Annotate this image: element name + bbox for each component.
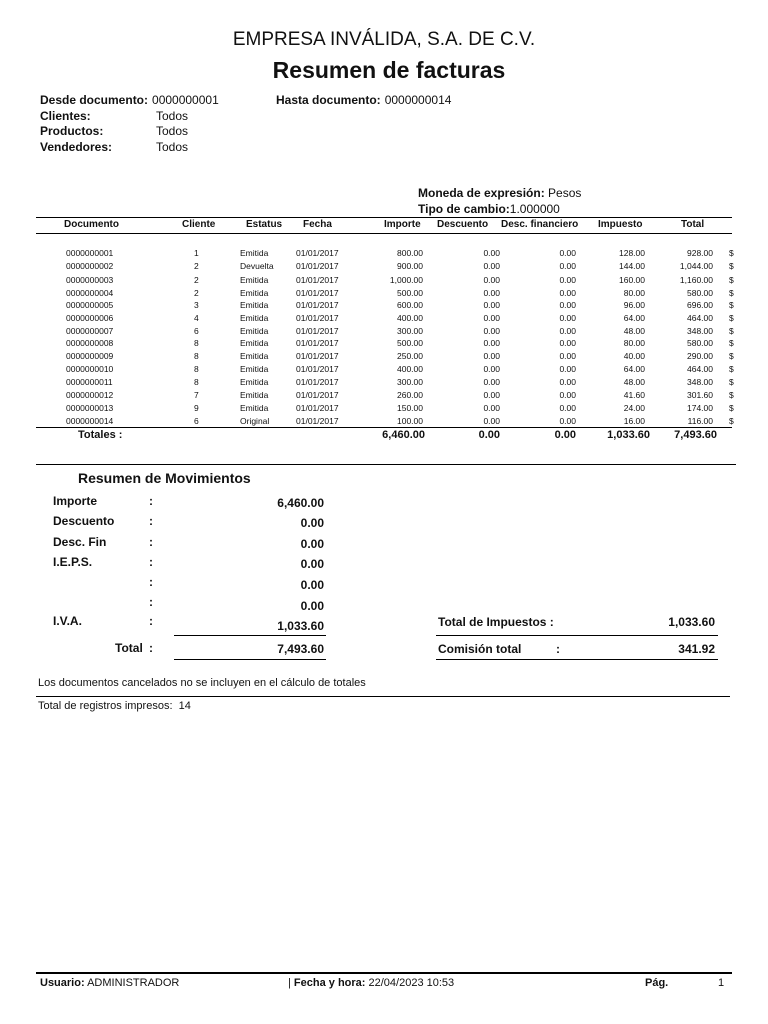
cell-desc-fin: 0.00: [559, 326, 576, 336]
cell-descuento: 0.00: [483, 390, 500, 400]
comision-label: Comisión total: [438, 642, 522, 656]
cell-impuesto: 160.00: [619, 275, 645, 285]
table-row: [0, 326, 768, 338]
table-row: [0, 300, 768, 312]
cell-total: 1,044.00: [679, 261, 713, 271]
cell-estatus: Emitida: [240, 300, 269, 310]
cell-estatus: Emitida: [240, 351, 269, 361]
cell-impuesto: 24.00: [623, 403, 645, 413]
cell-fecha: 01/01/2017: [296, 416, 339, 426]
cell-importe: 300.00: [397, 326, 423, 336]
comision-colon: :: [556, 642, 560, 656]
resumen-total-colon: :: [149, 641, 153, 655]
footer-pag-value: 1: [718, 977, 725, 989]
resumen-descfin-value: 0.00: [300, 537, 324, 551]
filter-productos: [40, 124, 188, 138]
filter-desde-value: 0000000001: [152, 93, 219, 107]
totals-importe: 6,460.00: [382, 429, 425, 441]
footer-rule: [36, 972, 732, 974]
totals-desc-fin: 0.00: [554, 429, 576, 441]
cell-total: 290.00: [687, 351, 713, 361]
resumen-ieps-colon: :: [149, 555, 153, 569]
cell-importe: 150.00: [397, 403, 423, 413]
cell-importe: 900.00: [397, 261, 423, 271]
cell-moneda: $: [729, 416, 734, 426]
cell-impuesto: 96.00: [623, 300, 645, 310]
col-desc-financiero: Desc. financiero: [501, 219, 579, 230]
resumen-iva-label: I.V.A.: [53, 614, 82, 628]
cell-estatus: Emitida: [240, 248, 269, 258]
total-impuestos-value: 1,033.60: [668, 615, 715, 629]
filter-desde-label: Desde documento:: [40, 93, 149, 107]
comision-value: 341.92: [678, 642, 715, 656]
footer-fecha: [288, 977, 454, 989]
cell-importe: 260.00: [397, 390, 423, 400]
cell-desc-fin: 0.00: [559, 288, 576, 298]
impuestos-rule: [436, 635, 718, 636]
table-row: [0, 248, 768, 260]
filter-vendedores-label: Vendedores:: [40, 140, 113, 154]
cell-cliente: 9: [194, 403, 199, 413]
filter-hasta-value: 0000000014: [384, 93, 452, 107]
table-top-rule: [36, 217, 732, 218]
resumen-importe-label: Importe: [53, 494, 98, 508]
cell-descuento: 0.00: [483, 313, 500, 323]
cell-estatus: Emitida: [240, 390, 269, 400]
cell-impuesto: 41.60: [623, 390, 645, 400]
cell-estatus: Emitida: [240, 377, 269, 387]
cell-total: 348.00: [687, 326, 713, 336]
cell-doc: 0000000005: [66, 300, 114, 310]
cell-cliente: 8: [194, 351, 199, 361]
table-row: [0, 261, 768, 273]
cell-importe: 400.00: [397, 313, 423, 323]
currency-moneda-label: Moneda de expresión:: [418, 186, 545, 200]
resumen-descfin-colon: :: [149, 535, 153, 549]
footer-usuario-value: ADMINISTRADOR: [87, 977, 180, 989]
cell-impuesto: 80.00: [623, 338, 645, 348]
resumen-blank1-value: 0.00: [300, 578, 324, 592]
resumen-iva-value: 1,033.60: [277, 619, 324, 633]
cell-moneda: $: [729, 275, 734, 285]
totals-label: Totales :: [78, 429, 123, 441]
cell-importe: 600.00: [397, 300, 423, 310]
resumen-iva-colon: :: [149, 614, 153, 628]
cell-desc-fin: 0.00: [559, 377, 576, 387]
cell-total: 301.60: [687, 390, 713, 400]
cell-importe: 1,000.00: [389, 275, 423, 285]
table-row: [0, 313, 768, 325]
cell-total: 116.00: [687, 416, 713, 426]
cell-importe: 400.00: [397, 364, 423, 374]
filter-hasta-label: Hasta documento:: [276, 93, 381, 107]
cell-cliente: 1: [194, 248, 199, 258]
cell-fecha: 01/01/2017: [296, 261, 339, 271]
cell-descuento: 0.00: [483, 326, 500, 336]
cell-total: 348.00: [687, 377, 713, 387]
cell-impuesto: 16.00: [623, 416, 645, 426]
cell-desc-fin: 0.00: [559, 364, 576, 374]
cell-desc-fin: 0.00: [559, 416, 576, 426]
filter-productos-value: Todos: [156, 124, 189, 138]
cell-moneda: $: [729, 364, 734, 374]
comision-rule: [436, 659, 718, 660]
cell-fecha: 01/01/2017: [296, 390, 339, 400]
cell-descuento: 0.00: [483, 377, 500, 387]
resumen-blank2-colon: :: [149, 595, 153, 609]
cell-moneda: $: [729, 248, 734, 258]
notes-rule: [36, 696, 730, 697]
cell-moneda: $: [729, 326, 734, 336]
cell-desc-fin: 0.00: [559, 351, 576, 361]
filter-desde: [40, 93, 219, 107]
cell-cliente: 6: [194, 416, 199, 426]
cell-doc: 0000000007: [66, 326, 114, 336]
cell-doc: 0000000003: [66, 275, 114, 285]
filter-clientes-label: Clientes:: [40, 109, 91, 123]
cell-impuesto: 64.00: [623, 364, 645, 374]
footer-pag-label: Pág.: [645, 977, 669, 989]
cell-impuesto: 144.00: [619, 261, 645, 271]
filter-vendedores: [40, 140, 188, 154]
resumen-ieps-label: I.E.P.S.: [53, 555, 93, 569]
cell-cliente: 2: [194, 275, 199, 285]
cell-importe: 100.00: [397, 416, 423, 426]
col-cliente: Cliente: [182, 219, 216, 230]
footer-usuario-label: Usuario:: [40, 977, 85, 989]
cell-desc-fin: 0.00: [559, 300, 576, 310]
cell-moneda: $: [729, 300, 734, 310]
cell-cliente: 7: [194, 390, 199, 400]
cell-cliente: 8: [194, 377, 199, 387]
note-registros-label: Total de registros impresos:: [38, 700, 173, 712]
section-rule: [36, 464, 736, 465]
cell-impuesto: 64.00: [623, 313, 645, 323]
cell-estatus: Emitida: [240, 313, 269, 323]
totals-total: 7,493.60: [674, 429, 717, 441]
resumen-descuento-value: 0.00: [300, 516, 324, 530]
table-row: [0, 377, 768, 389]
cell-desc-fin: 0.00: [559, 248, 576, 258]
cell-descuento: 0.00: [483, 288, 500, 298]
total-impuestos-label: Total de Impuestos :: [438, 615, 554, 629]
cell-descuento: 0.00: [483, 261, 500, 271]
col-descuento: Descuento: [437, 219, 489, 230]
table-row: [0, 288, 768, 300]
footer-fecha-value: 22/04/2023 10:53: [368, 977, 455, 989]
cell-importe: 250.00: [397, 351, 423, 361]
cell-importe: 500.00: [397, 338, 423, 348]
resumen-importe-colon: :: [149, 494, 153, 508]
footer-fecha-label: Fecha y hora:: [293, 977, 366, 989]
resumen-total-value: 7,493.60: [277, 642, 324, 656]
resumen-descuento-colon: :: [149, 514, 153, 528]
cell-doc: 0000000002: [66, 261, 114, 271]
resumen-ieps-value: 0.00: [300, 557, 324, 571]
cell-doc: 0000000006: [66, 313, 114, 323]
cell-cliente: 2: [194, 288, 199, 298]
resumen-descuento-label: Descuento: [53, 514, 115, 528]
col-estatus: Estatus: [246, 219, 283, 230]
cell-impuesto: 48.00: [623, 326, 645, 336]
filter-productos-label: Productos:: [40, 124, 104, 138]
filter-clientes-value: Todos: [156, 109, 189, 123]
table-row: [0, 364, 768, 376]
cell-total: 580.00: [687, 338, 713, 348]
cell-moneda: $: [729, 288, 734, 298]
table-row: [0, 338, 768, 350]
cell-descuento: 0.00: [483, 351, 500, 361]
cell-moneda: $: [729, 313, 734, 323]
table-row: [0, 275, 768, 287]
cell-doc: 0000000009: [66, 351, 114, 361]
col-importe: Importe: [384, 219, 421, 230]
cell-estatus: Emitida: [240, 275, 269, 285]
cell-desc-fin: 0.00: [559, 313, 576, 323]
currency-tipo-value: 1.000000: [509, 202, 560, 216]
totals-descuento: 0.00: [478, 429, 500, 441]
note-registros: [38, 700, 191, 712]
cell-impuesto: 80.00: [623, 288, 645, 298]
cell-descuento: 0.00: [483, 416, 500, 426]
cell-fecha: 01/01/2017: [296, 351, 339, 361]
table-bottom-rule: [36, 427, 732, 428]
cell-importe: 500.00: [397, 288, 423, 298]
cell-doc: 0000000011: [66, 377, 113, 387]
cell-doc: 0000000012: [66, 390, 114, 400]
cell-total: 928.00: [687, 248, 713, 258]
cell-fecha: 01/01/2017: [296, 248, 339, 258]
cell-fecha: 01/01/2017: [296, 364, 339, 374]
cell-fecha: 01/01/2017: [296, 288, 339, 298]
cell-fecha: 01/01/2017: [296, 377, 339, 387]
resumen-total-label: Total: [115, 641, 143, 655]
cell-cliente: 4: [194, 313, 199, 323]
cell-total: 464.00: [687, 313, 713, 323]
cell-importe: 800.00: [397, 248, 423, 258]
cell-doc: 0000000008: [66, 338, 114, 348]
currency-moneda-value: Pesos: [548, 186, 582, 200]
cell-total: 696.00: [687, 300, 713, 310]
cell-cliente: 2: [194, 261, 199, 271]
table-header-rule: [36, 233, 732, 234]
resumen-descfin-label: Desc. Fin: [53, 535, 107, 549]
cell-impuesto: 48.00: [623, 377, 645, 387]
note-registros-value: 14: [178, 700, 191, 712]
cell-doc: 0000000010: [66, 364, 114, 374]
col-documento: Documento: [64, 219, 119, 230]
cell-doc: 0000000004: [66, 288, 114, 298]
cell-doc: 0000000014: [66, 416, 114, 426]
cell-descuento: 0.00: [483, 338, 500, 348]
cell-cliente: 6: [194, 326, 199, 336]
cell-fecha: 01/01/2017: [296, 338, 339, 348]
company-name: EMPRESA INVÁLIDA, S.A. DE C.V.: [232, 29, 536, 50]
cell-cliente: 8: [194, 338, 199, 348]
col-impuesto: Impuesto: [598, 219, 643, 230]
cell-cliente: 3: [194, 300, 199, 310]
cell-doc: 0000000013: [66, 403, 114, 413]
cell-estatus: Emitida: [240, 364, 269, 374]
resumen-total-rule-bottom: [174, 659, 326, 660]
cell-descuento: 0.00: [483, 403, 500, 413]
cell-descuento: 0.00: [483, 300, 500, 310]
cell-moneda: $: [729, 390, 734, 400]
report-title: Resumen de facturas: [272, 57, 506, 83]
currency-tipo-label: Tipo de cambio:: [418, 202, 510, 216]
table-row: [0, 390, 768, 402]
cell-impuesto: 128.00: [619, 248, 645, 258]
cell-moneda: $: [729, 351, 734, 361]
cell-estatus: Emitida: [240, 403, 269, 413]
resumen-blank1-colon: :: [149, 575, 153, 589]
col-fecha: Fecha: [303, 219, 332, 230]
resumen-importe-value: 6,460.00: [277, 496, 324, 510]
resumen-total-rule-top: [174, 635, 326, 636]
resumen-title: Resumen de Movimientos: [78, 470, 251, 486]
col-total: Total: [681, 219, 705, 230]
filter-vendedores-value: Todos: [156, 140, 189, 154]
cell-desc-fin: 0.00: [559, 403, 576, 413]
cell-desc-fin: 0.00: [559, 338, 576, 348]
cell-fecha: 01/01/2017: [296, 275, 339, 285]
cell-impuesto: 40.00: [623, 351, 645, 361]
table-row: [0, 351, 768, 363]
footer-usuario: [40, 977, 179, 989]
cell-estatus: Original: [240, 416, 270, 426]
filter-hasta: [276, 93, 451, 107]
cell-moneda: $: [729, 261, 734, 271]
cell-total: 174.00: [687, 403, 713, 413]
cell-fecha: 01/01/2017: [296, 313, 339, 323]
table-row: [0, 403, 768, 415]
cell-estatus: Devuelta: [240, 261, 274, 271]
cell-desc-fin: 0.00: [559, 261, 576, 271]
cell-fecha: 01/01/2017: [296, 300, 339, 310]
cell-total: 464.00: [687, 364, 713, 374]
cell-estatus: Emitida: [240, 326, 269, 336]
totals-impuesto: 1,033.60: [607, 429, 650, 441]
cell-descuento: 0.00: [483, 364, 500, 374]
cell-doc: 0000000001: [66, 248, 114, 258]
cell-cliente: 8: [194, 364, 199, 374]
cell-estatus: Emitida: [240, 338, 269, 348]
cell-importe: 300.00: [397, 377, 423, 387]
cell-fecha: 01/01/2017: [296, 326, 339, 336]
currency-tipo: [418, 202, 560, 216]
currency-moneda: [418, 186, 581, 200]
cell-descuento: 0.00: [483, 275, 500, 285]
footer-separator: |: [288, 977, 291, 989]
cell-total: 580.00: [687, 288, 713, 298]
cell-fecha: 01/01/2017: [296, 403, 339, 413]
filter-clientes: [40, 109, 188, 123]
cell-total: 1,160.00: [679, 275, 713, 285]
cell-moneda: $: [729, 403, 734, 413]
note-cancelados: Los documentos cancelados no se incluyen en el cálculo de totales: [38, 677, 366, 689]
cell-descuento: 0.00: [483, 248, 500, 258]
resumen-blank2-value: 0.00: [300, 599, 324, 613]
cell-desc-fin: 0.00: [559, 275, 576, 285]
cell-moneda: $: [729, 377, 734, 387]
cell-estatus: Emitida: [240, 288, 269, 298]
cell-moneda: $: [729, 338, 734, 348]
cell-desc-fin: 0.00: [559, 390, 576, 400]
